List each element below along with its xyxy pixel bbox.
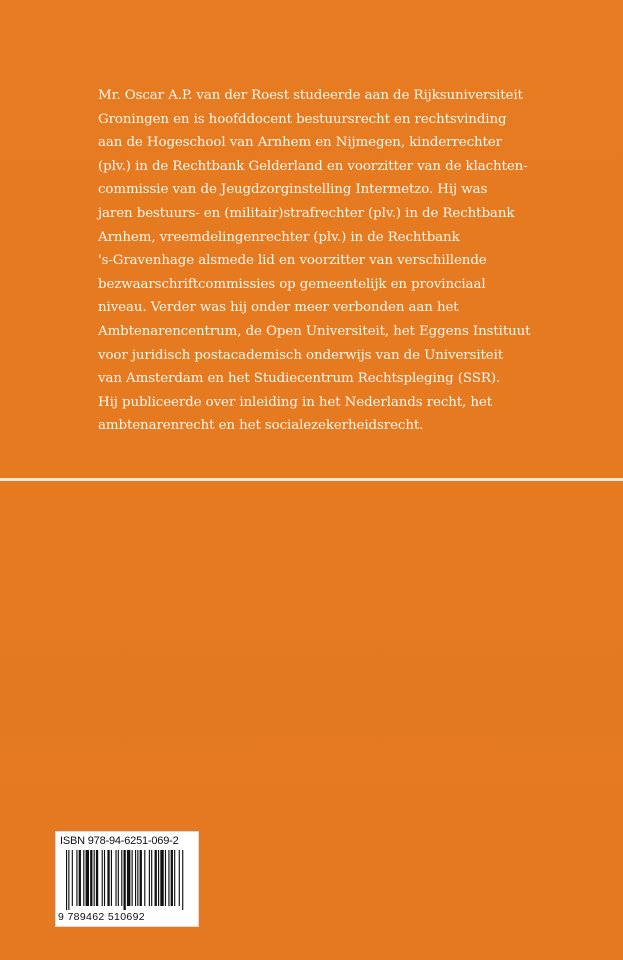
bio-line: Groningen en is hoofddocent bestuursrecht en rechtsvinding xyxy=(98,111,507,127)
isbn-number: ISBN 978-94-6251-069-2 xyxy=(60,835,179,847)
bio-line: jaren bestuurs- en (militair)strafrechter (plv.) in de Rechtbank xyxy=(98,205,515,221)
bio-line: niveau. Verder was hij onder meer verbonden aan het xyxy=(98,300,459,316)
barcode-icon xyxy=(66,850,190,910)
bio-line: Hij publiceerde over inleiding in het Nederlands recht, het xyxy=(98,394,492,410)
bio-line: bezwaarschriftcommissies op gemeentelijk en provinciaal xyxy=(98,276,486,292)
bio-line: Mr. Oscar A.P. van der Roest studeerde aan de Rijksuniversiteit xyxy=(98,88,523,103)
bio-line: voor juridisch postacademisch onderwijs van de Universiteit xyxy=(98,347,504,363)
isbn-barcode-label xyxy=(55,831,199,927)
bio-line: commissie van de Jeugdzorginstelling Intermetzo. Hij was xyxy=(98,182,488,198)
bio-line: van Amsterdam en het Studiecentrum Rechtspleging (SSR). xyxy=(98,371,501,387)
bio-line: 's-Gravenhage alsmede lid en voorzitter van verschillende xyxy=(98,253,487,269)
author-biography xyxy=(98,84,568,438)
bio-line: Ambtenarencentrum, de Open Universiteit, het Eggens Instituut xyxy=(98,323,531,339)
bio-line: aan de Hogeschool van Arnhem en Nijmegen, kinderrechter xyxy=(98,135,502,151)
barcode-digits: 9 789462 510692 xyxy=(58,911,145,923)
bio-line: Arnhem, vreemdelingenrechter (plv.) in de Rechtbank xyxy=(98,229,460,245)
bio-line: (plv.) in de Rechtbank Gelderland en voorzitter van de klachten- xyxy=(98,158,528,174)
bio-line: ambtenarenrecht en het socialezekerheidsrecht. xyxy=(98,418,424,434)
horizontal-divider xyxy=(0,478,623,481)
